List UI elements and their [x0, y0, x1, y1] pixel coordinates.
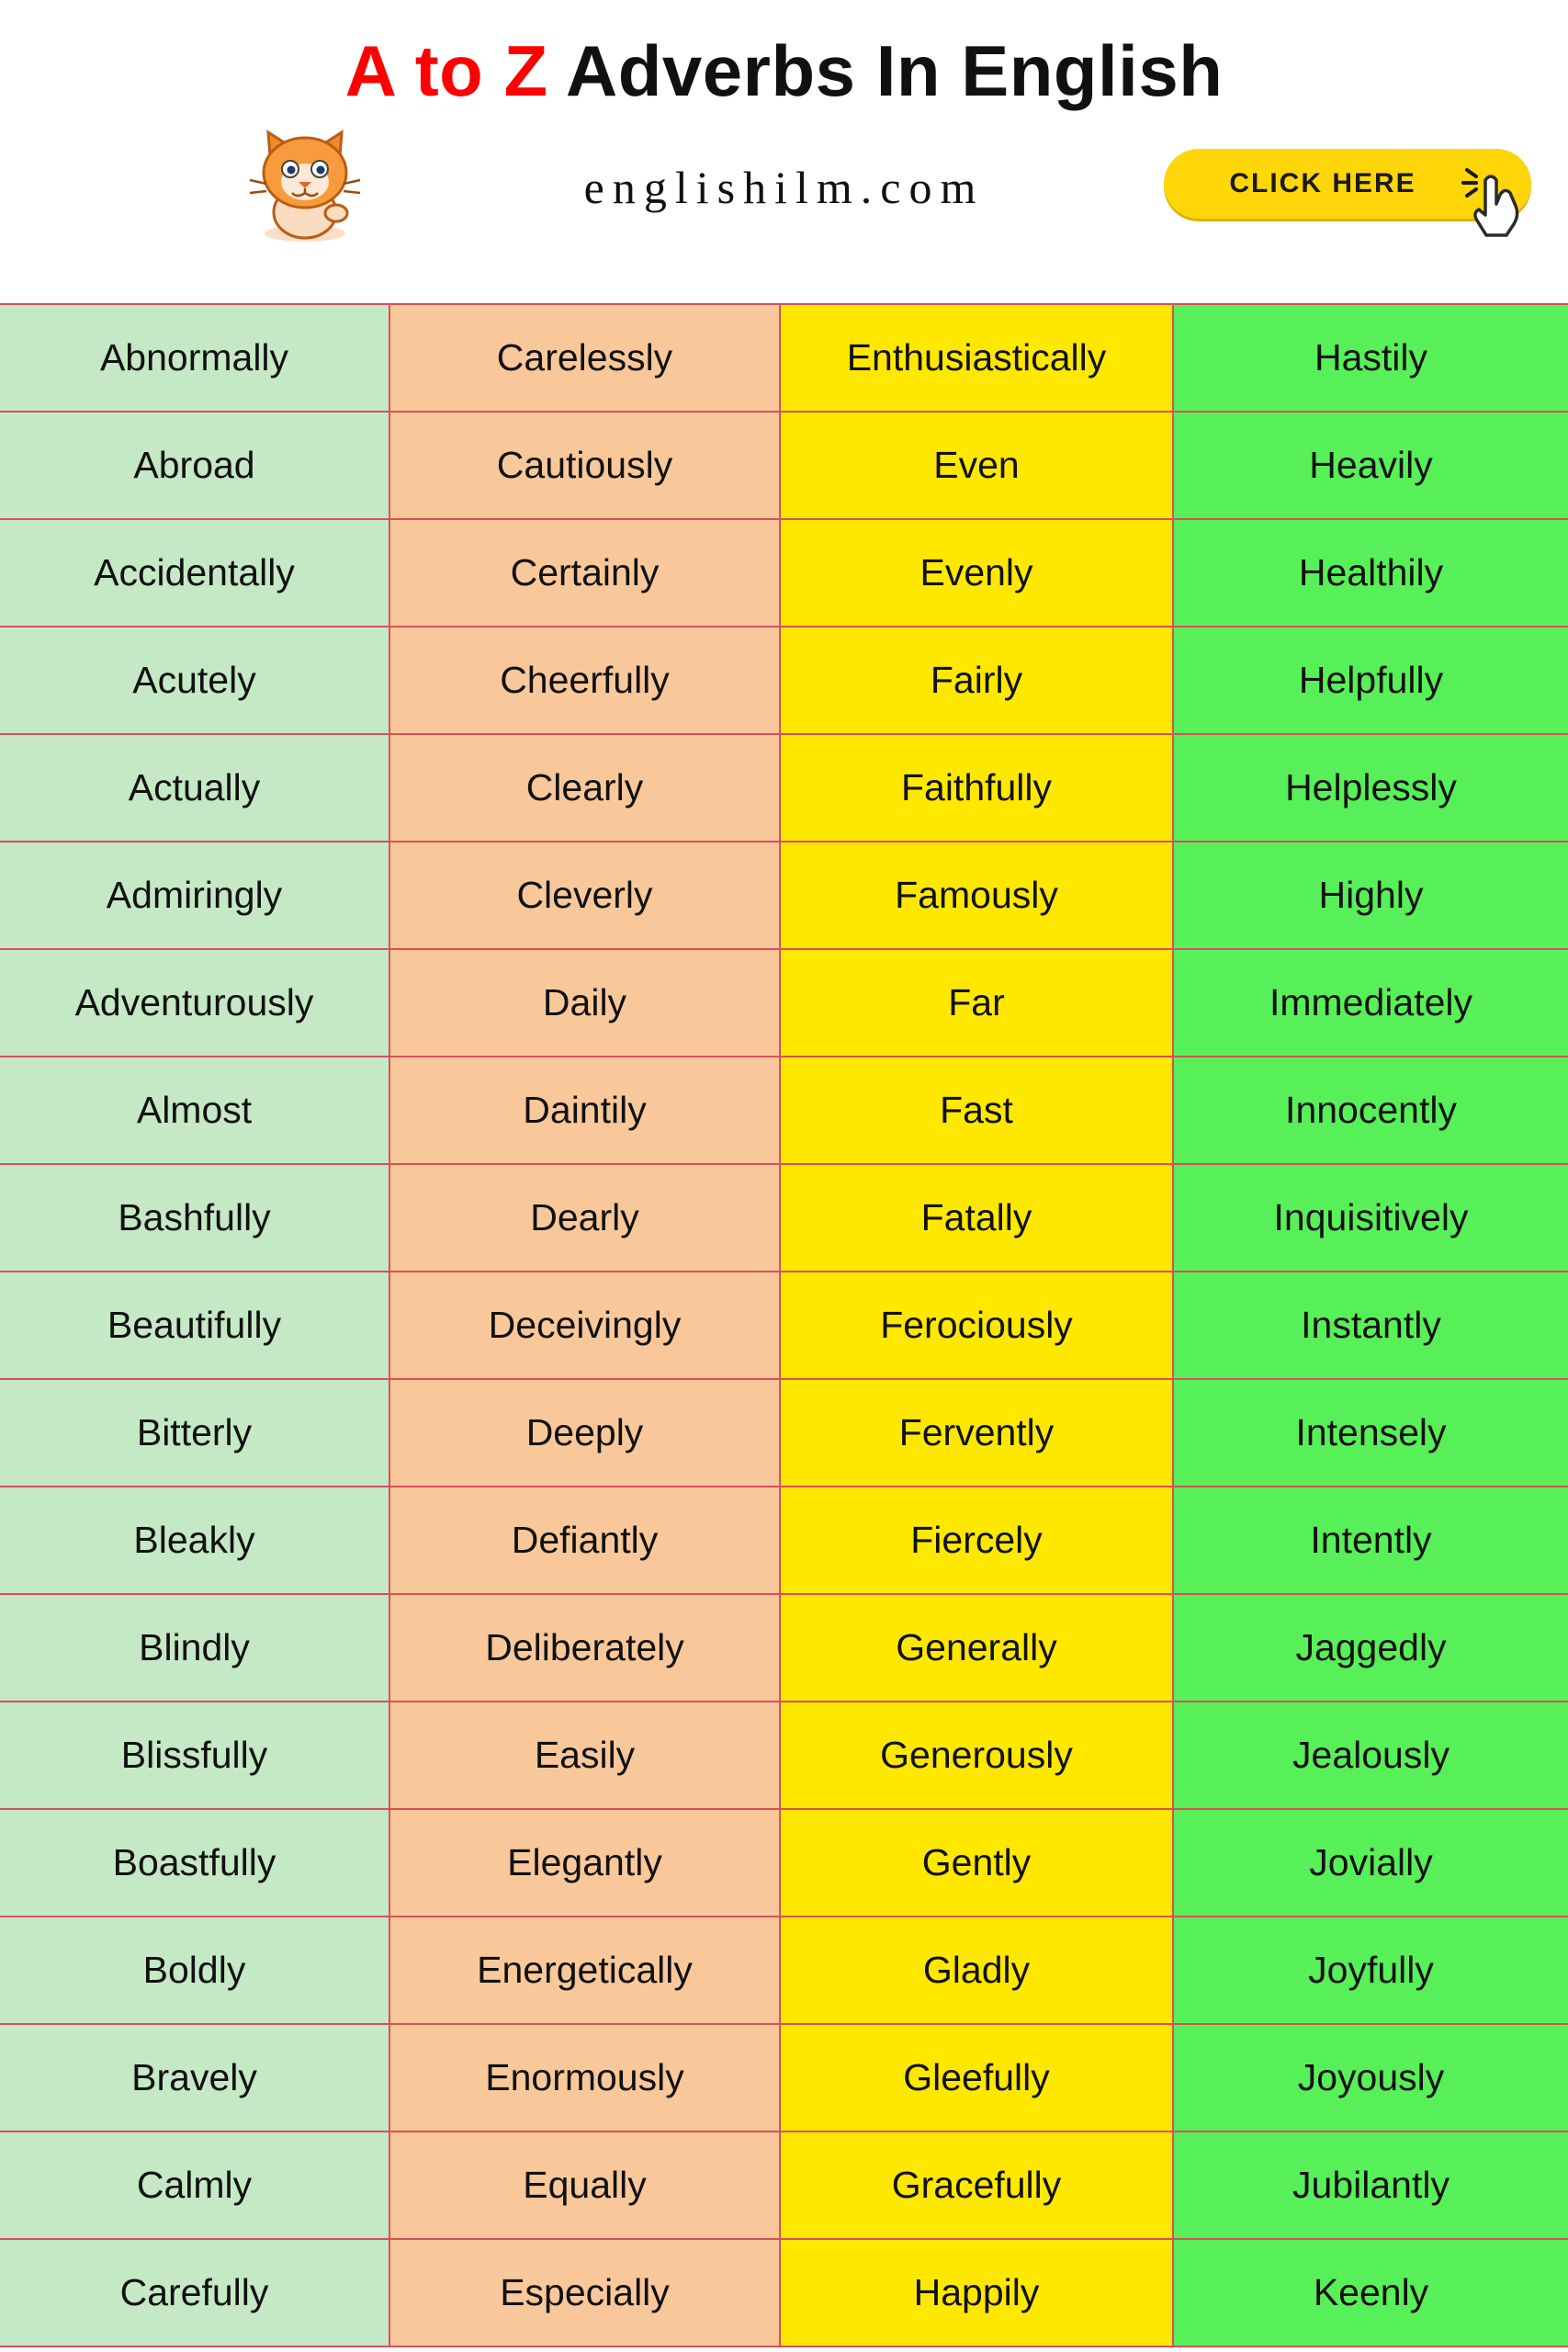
table-cell: Carefully [0, 2240, 390, 2347]
table-cell: Instantly [1174, 1272, 1568, 1380]
table-cell: Bitterly [0, 1380, 390, 1487]
table-cell: Immediately [1174, 950, 1568, 1057]
table-cell: Gladly [781, 1917, 1174, 2025]
table-cell: Enthusiastically [781, 305, 1174, 413]
table-cell: Heavily [1174, 413, 1568, 520]
table-cell: Admiringly [0, 842, 390, 950]
table-cell: Cleverly [390, 842, 781, 950]
table-cell: Gently [781, 1810, 1174, 1917]
table-cell: Intently [1174, 1487, 1568, 1595]
table-cell: Abroad [0, 413, 390, 520]
site-url: englishilm.com [583, 162, 985, 213]
table-cell: Ferociously [781, 1272, 1174, 1380]
table-cell: Fatally [781, 1165, 1174, 1272]
table-cell: Carelessly [390, 305, 781, 413]
table-cell: Calmly [0, 2132, 390, 2240]
table-cell: Accidentally [0, 520, 390, 628]
table-cell: Enormously [390, 2025, 781, 2132]
table-cell: Happily [781, 2240, 1174, 2347]
table-cell: Even [781, 413, 1174, 520]
click-here-label: CLICK HERE [1229, 168, 1416, 198]
table-cell: Deliberately [390, 1595, 781, 1702]
table-cell: Elegantly [390, 1810, 781, 1917]
table-cell: Actually [0, 735, 390, 842]
table-cell: Healthily [1174, 520, 1568, 628]
table-cell: Cautiously [390, 413, 781, 520]
table-cell: Fairly [781, 628, 1174, 735]
table-cell: Jovially [1174, 1810, 1568, 1917]
table-cell: Far [781, 950, 1174, 1057]
table-cell: Equally [390, 2132, 781, 2240]
table-cell: Fervently [781, 1380, 1174, 1487]
table-cell: Highly [1174, 842, 1568, 950]
table-cell: Deeply [390, 1380, 781, 1487]
table-cell: Faithfully [781, 735, 1174, 842]
table-cell: Fiercely [781, 1487, 1174, 1595]
table-cell: Bashfully [0, 1165, 390, 1272]
header [0, 0, 1568, 303]
table-cell: Helplessly [1174, 735, 1568, 842]
table-cell: Inquisitively [1174, 1165, 1568, 1272]
table-cell: Jealously [1174, 1702, 1568, 1810]
table-cell: Blindly [0, 1595, 390, 1702]
table-cell: Clearly [390, 735, 781, 842]
table-cell: Evenly [781, 520, 1174, 628]
page-title [0, 0, 1568, 111]
table-cell: Adventurously [0, 950, 390, 1057]
table-cell: Easily [390, 1702, 781, 1810]
table-cell: Especially [390, 2240, 781, 2347]
table-cell: Energetically [390, 1917, 781, 2025]
table-cell: Generally [781, 1595, 1174, 1702]
table-cell: Cheerfully [390, 628, 781, 735]
header-subrow [0, 132, 1568, 243]
cat-mascot-icon [241, 125, 369, 244]
table-cell: Bleakly [0, 1487, 390, 1595]
page-title-rest: Adverbs In English [565, 30, 1224, 111]
table-cell: Keenly [1174, 2240, 1568, 2347]
hand-cursor-icon [1467, 171, 1526, 237]
table-cell: Famously [781, 842, 1174, 950]
table-cell: Almost [0, 1057, 390, 1165]
table-cell: Jaggedly [1174, 1595, 1568, 1702]
table-cell: Dearly [390, 1165, 781, 1272]
table-cell: Blissfully [0, 1702, 390, 1810]
table-cell: Beautifully [0, 1272, 390, 1380]
table-cell: Innocently [1174, 1057, 1568, 1165]
table-cell: Deceivingly [390, 1272, 781, 1380]
table-cell: Jubilantly [1174, 2132, 1568, 2240]
table-cell: Helpfully [1174, 628, 1568, 735]
table-cell: Joyfully [1174, 1917, 1568, 2025]
click-here-button[interactable] [1164, 149, 1531, 219]
table-cell: Acutely [0, 628, 390, 735]
table-cell: Hastily [1174, 305, 1568, 413]
table-cell: Daily [390, 950, 781, 1057]
table-cell: Abnormally [0, 305, 390, 413]
page-title-accent: A to Z [344, 30, 548, 111]
table-cell: Boastfully [0, 1810, 390, 1917]
table-cell: Boldly [0, 1917, 390, 2025]
table-cell: Gleefully [781, 2025, 1174, 2132]
table-cell: Gracefully [781, 2132, 1174, 2240]
table-cell: Joyously [1174, 2025, 1568, 2132]
table-cell: Intensely [1174, 1380, 1568, 1487]
table-cell: Daintily [390, 1057, 781, 1165]
table-cell: Generously [781, 1702, 1174, 1810]
table-cell: Defiantly [390, 1487, 781, 1595]
adverbs-table [0, 303, 1568, 2347]
table-cell: Bravely [0, 2025, 390, 2132]
table-cell: Certainly [390, 520, 781, 628]
table-cell: Fast [781, 1057, 1174, 1165]
